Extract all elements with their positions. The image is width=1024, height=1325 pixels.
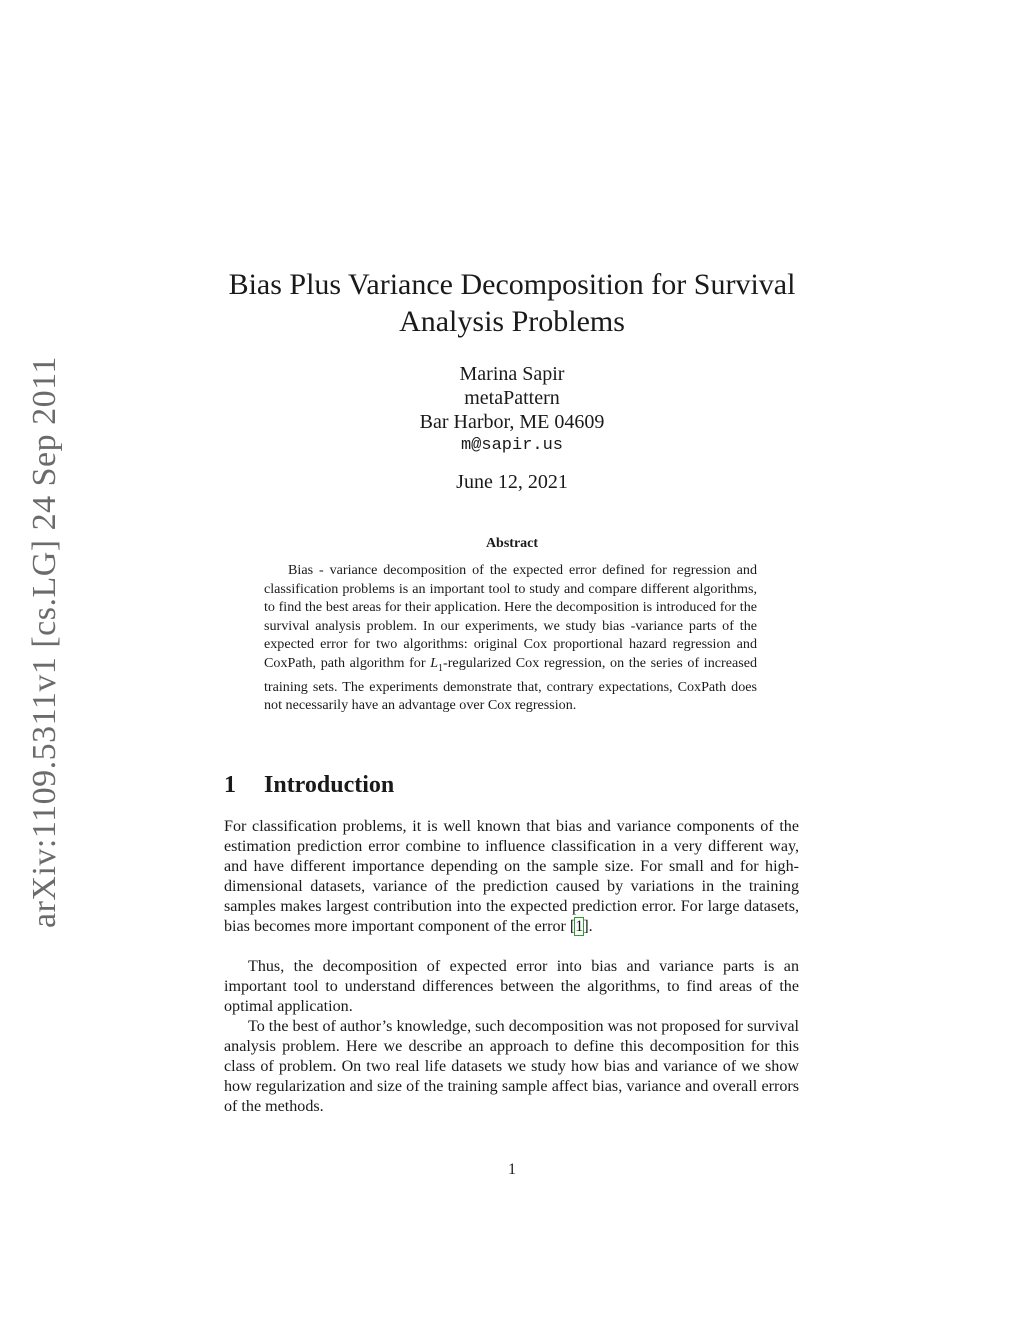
math-subscript: 1 <box>438 662 444 674</box>
paragraph-1: For classification problems, it is well known that bias and variance components of the estimation prediction error combine to influence classification in a very different way, and have different importance depending on the sample size. For small and for high-dimensional datasets, variance of the prediction caused by variations in the training samples makes largest contribution into the expected prediction error. For large datasets, bias becomes more important component of the error [1]. <box>224 818 799 935</box>
section-number: 1 <box>224 772 236 798</box>
section-title: Introduction <box>264 772 395 798</box>
math-symbol: L <box>430 654 439 671</box>
arxiv-identifier: arXiv:1109.5311v1 [cs.LG] 24 Sep 2011 <box>26 356 63 928</box>
paragraph-2: Thus, the decomposition of expected error into bias and variance parts is an important tool to understand differences between the algorithms, to find areas of the optimal application. <box>224 958 799 1015</box>
citation-link[interactable]: 1 <box>575 918 584 935</box>
paper-date: June 12, 2021 <box>456 471 568 493</box>
abstract-text-part-2: -regularized Cox regression, on the series of increased training sets. The experiments demonstrate that, contrary expectations, CoxPath does not necessarily have an advantage over Cox regression. <box>264 654 758 714</box>
author-address: Bar Harbor, ME 04609 <box>419 411 605 433</box>
abstract-heading: Abstract <box>485 536 539 551</box>
author-affiliation: metaPattern <box>464 387 560 409</box>
paragraph-1-end: . <box>588 918 593 935</box>
paragraph-1-text: For classification problems, it is well known that bias and variance components of the estimation prediction error combine to influence classification in a very different way, and have different importance depending on the sample size. For small and for high-dimensional datasets, variance of the prediction caused by variations in the training samples makes largest contribution into the expected prediction error. For large datasets, bias becomes more important component of the error <box>224 818 799 935</box>
paragraph-3: To the best of author’s knowledge, such decomposition was not proposed for survival analysis problem. Here we describe an approach to define this decomposition for this class of problem. On two real life datasets we study how bias and variance of we show how regularization and size of the training sample affect bias, variance and overall errors of the methods. <box>224 1018 799 1115</box>
author-email[interactable]: m@sapir.us <box>460 436 564 455</box>
paper-title: Bias Plus Variance Decomposition for Survival Analysis Problems <box>228 268 796 338</box>
author-block <box>312 362 712 458</box>
abstract-text <box>264 561 757 715</box>
abstract-text-part-1: Bias - variance decomposition of the expected error defined for regression and classification problems is an important tool to study and compare different algorithms, to find the best areas for their application. Here the decomposition is introduced for the survival analysis problem. In our experiments, we study bias -variance parts of the expected error for two algorithms: original Cox proportional hazard regression and CoxPath, path algorithm for <box>264 562 757 671</box>
page-number: 1 <box>508 1161 516 1178</box>
author-name: Marina Sapir <box>459 363 565 385</box>
section-heading <box>224 772 394 799</box>
